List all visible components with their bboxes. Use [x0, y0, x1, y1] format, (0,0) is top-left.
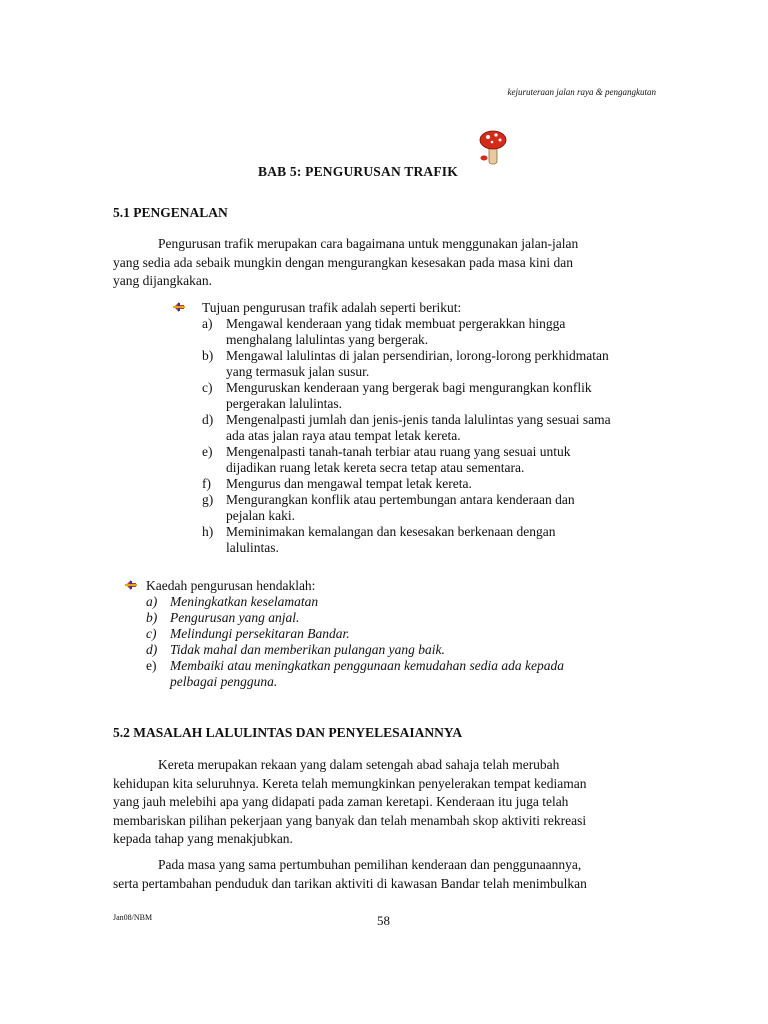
paragraph-line: Pengurusan trafik merupakan cara bagaimana untuk menggunakan jalan-jalan	[158, 236, 579, 251]
methods-list	[146, 578, 666, 690]
growth-paragraph	[113, 856, 658, 893]
paragraph-line: kehidupan kita seluruhnya. Kereta telah memungkinkan penyelerakan tempat kediaman	[113, 775, 587, 791]
running-header: kejuruteraan jalan raya & pengangkutan	[507, 87, 656, 97]
list-item: b) Pengurusan yang anjal.	[146, 610, 300, 625]
section-heading-5-2: 5.2 MASALAH LALULINTAS DAN PENYELESAIANNYA	[113, 725, 463, 740]
traffic-problem-paragraph	[113, 756, 658, 849]
mushroom-icon	[478, 128, 508, 166]
list-item: a) Meningkatkan keselamatan	[146, 594, 319, 609]
list-item: g) Mengurangkan konflik atau pertembungan antara kenderaan dan pejalan kaki.	[202, 492, 575, 523]
footer-code: Jan08/NBM	[113, 913, 153, 922]
list-item: h) Meminimakan kemalangan dan kesesakan berkenaan dengan lalulintas.	[202, 524, 556, 555]
paragraph-line: Kereta merupakan rekaan yang dalam setengah abad sahaja telah merubah	[158, 757, 560, 772]
bullet-icon	[172, 301, 186, 313]
paragraph-line: membariskan pilihan pekerjaan yang banyak dan telah menambah skop aktiviti rekreasi	[113, 812, 587, 828]
paragraph-line: serta pertambahan penduduk dan tarikan aktiviti di kawasan Bandar telah menimbulkan	[113, 875, 587, 891]
list-item: c) Menguruskan kenderaan yang bergerak bagi mengurangkan konflik pergerakan lalulintas.	[202, 380, 592, 411]
page-number: 58	[377, 913, 390, 928]
paragraph-line: yang sedia ada sebaik mungkin dengan mengurangkan kesesakan pada masa kini dan	[113, 254, 573, 270]
objectives-list	[202, 300, 672, 556]
list-item: a) Mengawal kenderaan yang tidak membuat pergerakkan hingga menghalang lalulintas yang bergerak.	[202, 316, 566, 347]
list-item: c) Melindungi persekitaran Bandar.	[146, 626, 350, 641]
bullet-icon	[124, 579, 138, 591]
list-item: b) Mengawal lalulintas di jalan persendirian, lorong-lorong perkhidmatan yang termasuk jalan susur.	[202, 348, 609, 379]
paragraph-line: yang jauh melebihi apa yang didapati pada zaman keretapi. Kenderaan itu juga telah	[113, 794, 569, 809]
paragraph-line: Pada masa yang sama pertumbuhan pemilihan kenderaan dan penggunaannya,	[158, 857, 582, 872]
list-item: e) Membaiki atau meningkatkan penggunaan kemudahan sedia ada kepada pelbagai pengguna.	[146, 658, 565, 689]
list-item: d) Tidak mahal dan memberikan pulangan yang baik.	[146, 642, 445, 657]
list-intro: Kaedah pengurusan hendaklah:	[146, 578, 316, 593]
chapter-title: BAB 5: PENGURUSAN TRAFIK	[258, 164, 458, 179]
paragraph-line: yang dijangkakan.	[113, 273, 212, 288]
paragraph-line: kepada tahap yang menakjubkan.	[113, 831, 293, 846]
section-heading-5-1: 5.1 PENGENALAN	[113, 205, 228, 220]
list-intro: Tujuan pengurusan trafik adalah seperti berikut:	[202, 300, 462, 315]
intro-paragraph	[113, 235, 658, 291]
list-item: e) Mengenalpasti tanah-tanah terbiar atau ruang yang sesuai untuk dijadikan ruang letak kereta secra tetap atau sementara.	[202, 444, 571, 475]
list-item: f) Mengurus dan mengawal tempat letak kereta.	[202, 476, 472, 491]
list-item: d) Mengenalpasti jumlah dan jenis-jenis tanda lalulintas yang sesuai sama ada atas jalan raya atau tempat letak kereta.	[202, 412, 611, 443]
